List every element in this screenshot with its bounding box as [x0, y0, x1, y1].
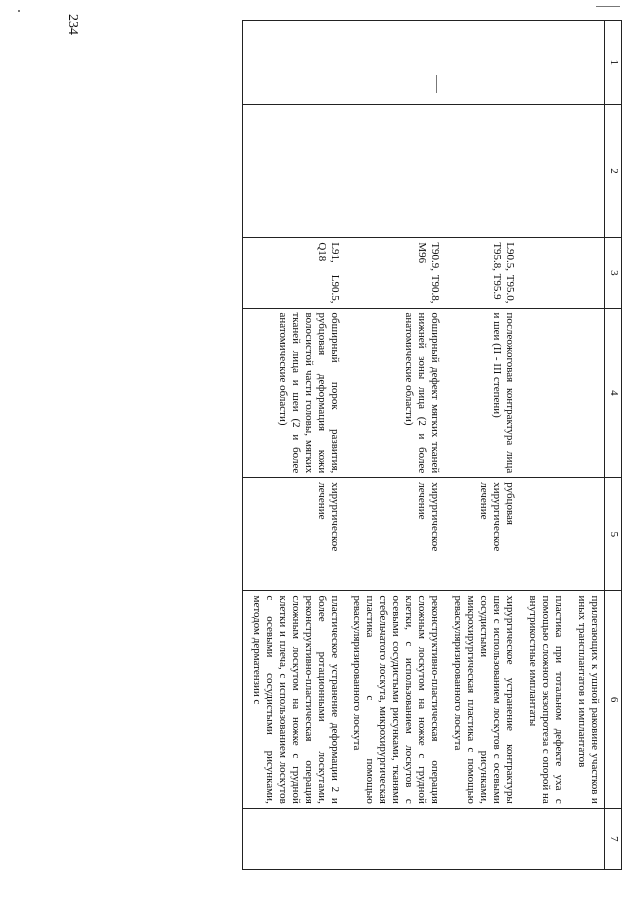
cell-diagnosis-codes: [519, 238, 568, 308]
medical-procedures-table: [242, 20, 622, 870]
column-number-7: 7: [605, 808, 622, 869]
cell-diagnosis-codes: L90.5, T95.0, T95.8, T95.9: [444, 238, 519, 308]
cell-col2: [344, 104, 445, 238]
cell-method: [242, 591, 343, 808]
cell-method: [344, 591, 445, 808]
table-row: [242, 21, 343, 870]
column-number-1: 1: [605, 21, 622, 105]
cell-col7: [242, 808, 343, 869]
cell-col7: [444, 808, 519, 869]
table-row: [519, 21, 568, 870]
cell-method: [568, 591, 604, 808]
cell-diagnosis-codes: L91, L90.5, Q18: [242, 238, 343, 308]
cell-condition: [568, 308, 604, 478]
cell-col7: [568, 808, 604, 869]
cell-treatment-type: [568, 478, 604, 591]
cell-treatment-type: [519, 478, 568, 591]
method-text: хирургическое устранение контрактуры шеи с использованием лоскутов с осевыми сосудистыми рисунками, микрохирургическая пластика с помощью реваскуляризированного лоскута: [452, 595, 517, 804]
cell-col7: [519, 808, 568, 869]
scan-artifact-mark: [18, 10, 20, 12]
page-number: 234: [65, 14, 80, 35]
cell-col1: [519, 21, 568, 105]
cell-condition: [519, 308, 568, 478]
cell-treatment-type: рубцовая хирургическое лечение: [444, 478, 519, 591]
column-number-4: 4: [605, 308, 622, 478]
method-text: реконструктивно-пластическая операция сложным лоскутом на ножке с грудной клетки, с использованием лоскутов с осевыми сосудистыми рисунками, тканями стебельчатого лоскута, микрохирургическая пластика с помощью реваскуляризированного лоскута: [351, 595, 442, 804]
cell-condition: послеожоговая контрактура лица и шеи (II - III степени): [444, 308, 519, 478]
cell-method: [519, 591, 568, 808]
rotated-document-sheet: [100, 0, 640, 870]
column-number-header-row: [605, 21, 622, 870]
cell-col7: [344, 808, 445, 869]
cell-condition: обширный дефект мягких тканей нижней зоны лица (2 и более анатомические области): [344, 308, 445, 478]
scan-artifact-mark: [436, 75, 437, 93]
cell-col1: [344, 21, 445, 105]
cell-method: [444, 591, 519, 808]
method-text: прилегающих к ушной раковине участков и иных трансплантатов и имплантатов: [576, 595, 601, 804]
column-number-5: 5: [605, 478, 622, 591]
cell-col1: [242, 21, 343, 105]
cell-col1: [568, 21, 604, 105]
method-text: пластика при тотальном дефекте уха с помощью сложного экзопротеза с опорой на внутрикостные имплантаты: [527, 595, 566, 804]
table-row: [568, 21, 604, 870]
cell-col2: [568, 104, 604, 238]
cell-treatment-type: хирургическое лечение: [242, 478, 343, 591]
scan-artifact-mark: [596, 6, 620, 7]
cell-condition: обширный порок развития, рубцовая деформация кожи волосистой части головы, мягких тканей лица и шеи (2 и более анатомические области): [242, 308, 343, 478]
cell-diagnosis-codes: T90.9, T90.8, M96: [344, 238, 445, 308]
cell-diagnosis-codes: [568, 238, 604, 308]
cell-col2: [242, 104, 343, 238]
column-number-6: 6: [605, 591, 622, 808]
cell-col2: [444, 104, 519, 238]
column-number-2: 2: [605, 104, 622, 238]
method-text: пластическое устранение деформации 2 и более ротационными лоскутами, реконструктивно-пластическая операция сложным лоскутом на ножке с грудной клетки и плеча, с использованием лоскутов с осевыми сосудистыми рисунками, методом дерматензии с: [250, 595, 341, 804]
cell-col1: [444, 21, 519, 105]
table-row: [344, 21, 445, 870]
cell-col2: [519, 104, 568, 238]
column-number-3: 3: [605, 238, 622, 308]
table-row: [444, 21, 519, 870]
cell-treatment-type: хирургическое лечение: [344, 478, 445, 591]
